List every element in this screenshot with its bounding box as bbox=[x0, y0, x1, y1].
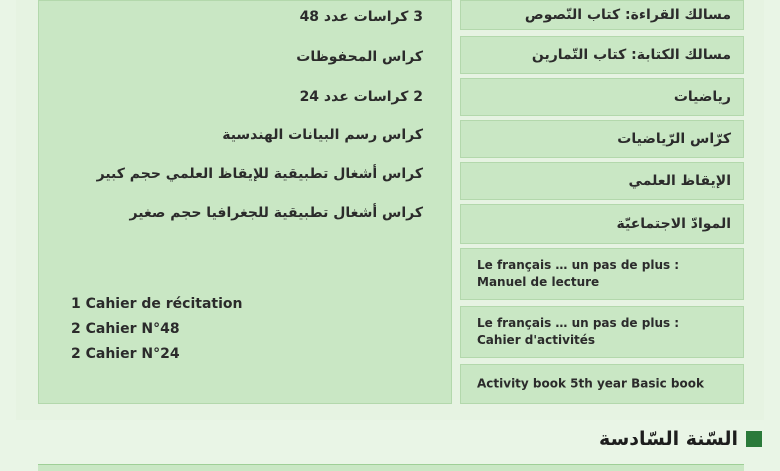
book-cell bbox=[460, 120, 744, 158]
book-cell bbox=[460, 204, 744, 244]
french-supply-item: 1 Cahier de récitation bbox=[71, 296, 243, 312]
arabic-supply-item: كراس المحفوظات bbox=[296, 49, 423, 65]
book-title: الإيقاظ العلمي bbox=[628, 173, 731, 189]
book-subtitle-line: Manuel de lecture bbox=[477, 275, 600, 289]
book-title: كرّاس الرّياضيات bbox=[617, 131, 731, 147]
book-title: مسالك الكتابة: كتاب التّمارين bbox=[531, 47, 731, 63]
book-cell bbox=[460, 248, 744, 300]
arabic-supply-item: كراس رسم البيانات الهندسية bbox=[222, 127, 423, 143]
arabic-supply-item: 3 كراسات عدد 48 bbox=[299, 9, 423, 25]
arabic-supply-item: كراس أشغال تطبيقية للجغرافيا حجم صغير bbox=[129, 205, 423, 221]
arabic-supply-item: 2 كراسات عدد 24 bbox=[299, 89, 423, 105]
french-supply-item: 2 Cahier N°24 bbox=[71, 346, 180, 362]
book-cell bbox=[460, 364, 744, 404]
french-supply-item: 2 Cahier N°48 bbox=[71, 321, 180, 337]
book-title-fr bbox=[477, 257, 679, 291]
book-title-fr bbox=[477, 315, 679, 349]
section-heading bbox=[599, 428, 762, 450]
book-title-line: Le français … un pas de plus : bbox=[477, 258, 680, 272]
book-title: الموادّ الاجتماعيّة bbox=[616, 216, 731, 232]
section-title: السّنة السّادسة bbox=[599, 428, 738, 450]
book-cell bbox=[460, 36, 744, 74]
book-cell bbox=[460, 306, 744, 358]
book-subtitle-line: Cahier d'activités bbox=[477, 333, 596, 347]
book-cell bbox=[460, 162, 744, 200]
book-title-en: Activity book 5th year Basic book bbox=[477, 376, 704, 391]
book-cell bbox=[460, 0, 744, 30]
book-cell bbox=[460, 78, 744, 116]
book-title-line: Le français … un pas de plus : bbox=[477, 316, 680, 330]
supplies-list-box bbox=[38, 0, 452, 404]
square-bullet-icon bbox=[746, 431, 762, 447]
arabic-supply-item: كراس أشغال تطبيقية للإيقاظ العلمي حجم كبير bbox=[96, 166, 423, 182]
book-title: مسالك القراءة: كتاب النّصوص bbox=[524, 7, 731, 23]
book-title: رياضيات bbox=[673, 89, 731, 105]
